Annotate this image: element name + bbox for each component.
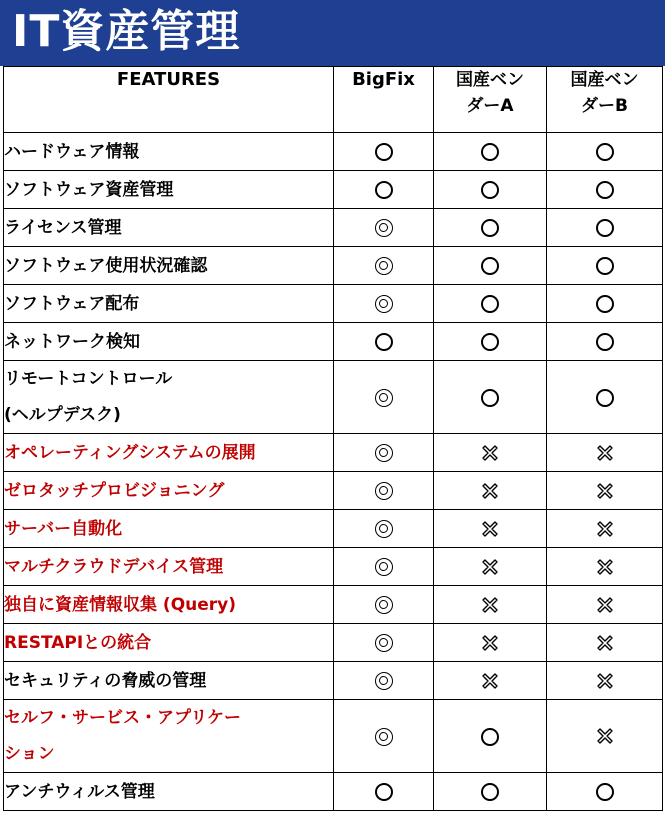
circle-mark-icon xyxy=(596,333,614,351)
rating-cell-a xyxy=(434,510,547,548)
rating-cell-b xyxy=(547,548,663,586)
comparison-table xyxy=(3,66,663,811)
double-circle-mark-icon xyxy=(375,257,393,275)
circle-mark-icon xyxy=(375,181,393,199)
table-row xyxy=(4,548,663,586)
circle-mark-icon xyxy=(481,257,499,275)
header-vendor-b xyxy=(547,67,663,133)
header-row xyxy=(4,67,663,133)
table-body xyxy=(4,133,663,811)
feature-label: サーバー自動化 xyxy=(4,518,123,539)
cross-mark-icon xyxy=(480,595,500,615)
table-row xyxy=(4,773,663,811)
circle-mark-icon xyxy=(596,783,614,801)
table-row xyxy=(4,133,663,171)
rating-cell-a xyxy=(434,472,547,510)
table-row xyxy=(4,662,663,700)
feature-cell xyxy=(4,361,334,434)
feature-cell xyxy=(4,323,334,361)
double-circle-mark-icon xyxy=(375,482,393,500)
cross-mark-icon xyxy=(595,726,615,746)
rating-cell-a xyxy=(434,361,547,434)
rating-cell-a xyxy=(434,285,547,323)
rating-cell-b xyxy=(547,285,663,323)
rating-cell-bigfix xyxy=(334,247,434,285)
feature-label: リモートコントロール xyxy=(4,369,173,389)
rating-cell-a xyxy=(434,209,547,247)
cross-mark-icon xyxy=(480,519,500,539)
rating-cell-a xyxy=(434,700,547,773)
rating-cell-bigfix xyxy=(334,510,434,548)
rating-cell-b xyxy=(547,434,663,472)
table-row xyxy=(4,472,663,510)
double-circle-mark-icon xyxy=(375,634,393,652)
rating-cell-b xyxy=(547,510,663,548)
feature-label: ソフトウェア資産管理 xyxy=(4,179,174,200)
table-row xyxy=(4,586,663,624)
feature-label: セキュリティの脅威の管理 xyxy=(4,670,207,691)
feature-cell xyxy=(4,285,334,323)
cross-mark-icon xyxy=(595,671,615,691)
rating-cell-b xyxy=(547,171,663,209)
circle-mark-icon xyxy=(596,219,614,237)
feature-label: アンチウィルス管理 xyxy=(4,781,155,802)
double-circle-mark-icon xyxy=(375,520,393,538)
cross-mark-icon xyxy=(480,443,500,463)
header-vendor-a-line1: 国産ベン xyxy=(456,70,524,90)
double-circle-mark-icon xyxy=(375,596,393,614)
header-features-label: FEATURES xyxy=(116,69,221,90)
cross-mark-icon xyxy=(595,443,615,463)
rating-cell-bigfix xyxy=(334,361,434,434)
feature-cell xyxy=(4,510,334,548)
cross-mark-icon xyxy=(595,519,615,539)
double-circle-mark-icon xyxy=(375,558,393,576)
feature-label-line2: (ヘルプデスク) xyxy=(4,405,121,425)
feature-label: ソフトウェア配布 xyxy=(4,293,140,314)
title-bar xyxy=(0,0,665,66)
circle-mark-icon xyxy=(481,219,499,237)
double-circle-mark-icon xyxy=(375,389,393,407)
feature-cell xyxy=(4,434,334,472)
feature-label: ハードウェア情報 xyxy=(4,141,140,162)
double-circle-mark-icon xyxy=(375,219,393,237)
feature-label: オペレーティングシステムの展開 xyxy=(4,442,256,463)
feature-cell xyxy=(4,586,334,624)
rating-cell-a xyxy=(434,624,547,662)
cross-mark-icon xyxy=(595,481,615,501)
rating-cell-bigfix xyxy=(334,700,434,773)
cross-mark-icon xyxy=(480,671,500,691)
feature-label: 独自に資産情報収集 (Query) xyxy=(4,594,237,615)
header-vendor-b-line1: 国産ベン xyxy=(570,70,639,90)
circle-mark-icon xyxy=(481,181,499,199)
feature-cell xyxy=(4,700,334,773)
circle-mark-icon xyxy=(375,783,393,801)
cross-mark-icon xyxy=(480,557,500,577)
feature-label-line2: ション xyxy=(4,744,55,764)
feature-label: セルフ・サービス・アプリケー xyxy=(4,708,241,728)
circle-mark-icon xyxy=(481,333,499,351)
rating-cell-b xyxy=(547,586,663,624)
circle-mark-icon xyxy=(481,783,499,801)
feature-cell xyxy=(4,472,334,510)
feature-cell xyxy=(4,209,334,247)
rating-cell-bigfix xyxy=(334,472,434,510)
header-vendor-a-line2: ダーA xyxy=(466,96,514,116)
rating-cell-b xyxy=(547,247,663,285)
header-vendor-b-line2: ダーB xyxy=(581,96,628,116)
rating-cell-a xyxy=(434,662,547,700)
circle-mark-icon xyxy=(596,389,614,407)
page-title: IT資産管理 xyxy=(12,6,241,57)
rating-cell-bigfix xyxy=(334,662,434,700)
rating-cell-bigfix xyxy=(334,773,434,811)
cross-mark-icon xyxy=(480,481,500,501)
feature-label: ソフトウェア使用状況確認 xyxy=(4,255,208,276)
header-bigfix xyxy=(334,67,434,133)
rating-cell-b xyxy=(547,209,663,247)
feature-label: マルチクラウドデバイス管理 xyxy=(4,556,224,577)
table-row xyxy=(4,247,663,285)
rating-cell-bigfix xyxy=(334,586,434,624)
table-row xyxy=(4,361,663,434)
cross-mark-icon xyxy=(595,557,615,577)
rating-cell-b xyxy=(547,624,663,662)
rating-cell-a xyxy=(434,247,547,285)
double-circle-mark-icon xyxy=(375,295,393,313)
rating-cell-b xyxy=(547,361,663,434)
table-row xyxy=(4,171,663,209)
circle-mark-icon xyxy=(375,333,393,351)
rating-cell-a xyxy=(434,434,547,472)
circle-mark-icon xyxy=(481,728,499,746)
header-features xyxy=(4,67,334,133)
rating-cell-bigfix xyxy=(334,209,434,247)
feature-cell xyxy=(4,548,334,586)
rating-cell-a xyxy=(434,323,547,361)
table-row xyxy=(4,510,663,548)
cross-mark-icon xyxy=(595,633,615,653)
rating-cell-b xyxy=(547,133,663,171)
header-vendor-a xyxy=(434,67,547,133)
table-row xyxy=(4,209,663,247)
table-row xyxy=(4,323,663,361)
rating-cell-a xyxy=(434,133,547,171)
table-row xyxy=(4,624,663,662)
rating-cell-b xyxy=(547,700,663,773)
table-row xyxy=(4,434,663,472)
rating-cell-bigfix xyxy=(334,434,434,472)
circle-mark-icon xyxy=(596,181,614,199)
rating-cell-b xyxy=(547,773,663,811)
rating-cell-bigfix xyxy=(334,133,434,171)
rating-cell-bigfix xyxy=(334,624,434,662)
double-circle-mark-icon xyxy=(375,672,393,690)
feature-label: ネットワーク検知 xyxy=(4,331,140,352)
feature-cell xyxy=(4,624,334,662)
cross-mark-icon xyxy=(595,595,615,615)
table-row xyxy=(4,285,663,323)
rating-cell-b xyxy=(547,323,663,361)
rating-cell-bigfix xyxy=(334,548,434,586)
circle-mark-icon xyxy=(375,143,393,161)
circle-mark-icon xyxy=(596,295,614,313)
circle-mark-icon xyxy=(596,143,614,161)
feature-label: RESTAPIとの統合 xyxy=(4,632,152,653)
circle-mark-icon xyxy=(481,295,499,313)
cross-mark-icon xyxy=(480,633,500,653)
circle-mark-icon xyxy=(481,389,499,407)
rating-cell-a xyxy=(434,586,547,624)
rating-cell-bigfix xyxy=(334,323,434,361)
table-row xyxy=(4,700,663,773)
header-bigfix-label: BigFix xyxy=(352,69,415,90)
rating-cell-a xyxy=(434,171,547,209)
circle-mark-icon xyxy=(596,257,614,275)
circle-mark-icon xyxy=(481,143,499,161)
double-circle-mark-icon xyxy=(375,444,393,462)
feature-cell xyxy=(4,171,334,209)
rating-cell-b xyxy=(547,662,663,700)
rating-cell-a xyxy=(434,773,547,811)
feature-label: ゼロタッチプロビジョニング xyxy=(4,480,225,501)
feature-cell xyxy=(4,133,334,171)
rating-cell-a xyxy=(434,548,547,586)
feature-cell xyxy=(4,247,334,285)
feature-cell xyxy=(4,773,334,811)
rating-cell-bigfix xyxy=(334,285,434,323)
double-circle-mark-icon xyxy=(375,728,393,746)
rating-cell-bigfix xyxy=(334,171,434,209)
feature-label: ライセンス管理 xyxy=(4,217,122,238)
feature-cell xyxy=(4,662,334,700)
rating-cell-b xyxy=(547,472,663,510)
